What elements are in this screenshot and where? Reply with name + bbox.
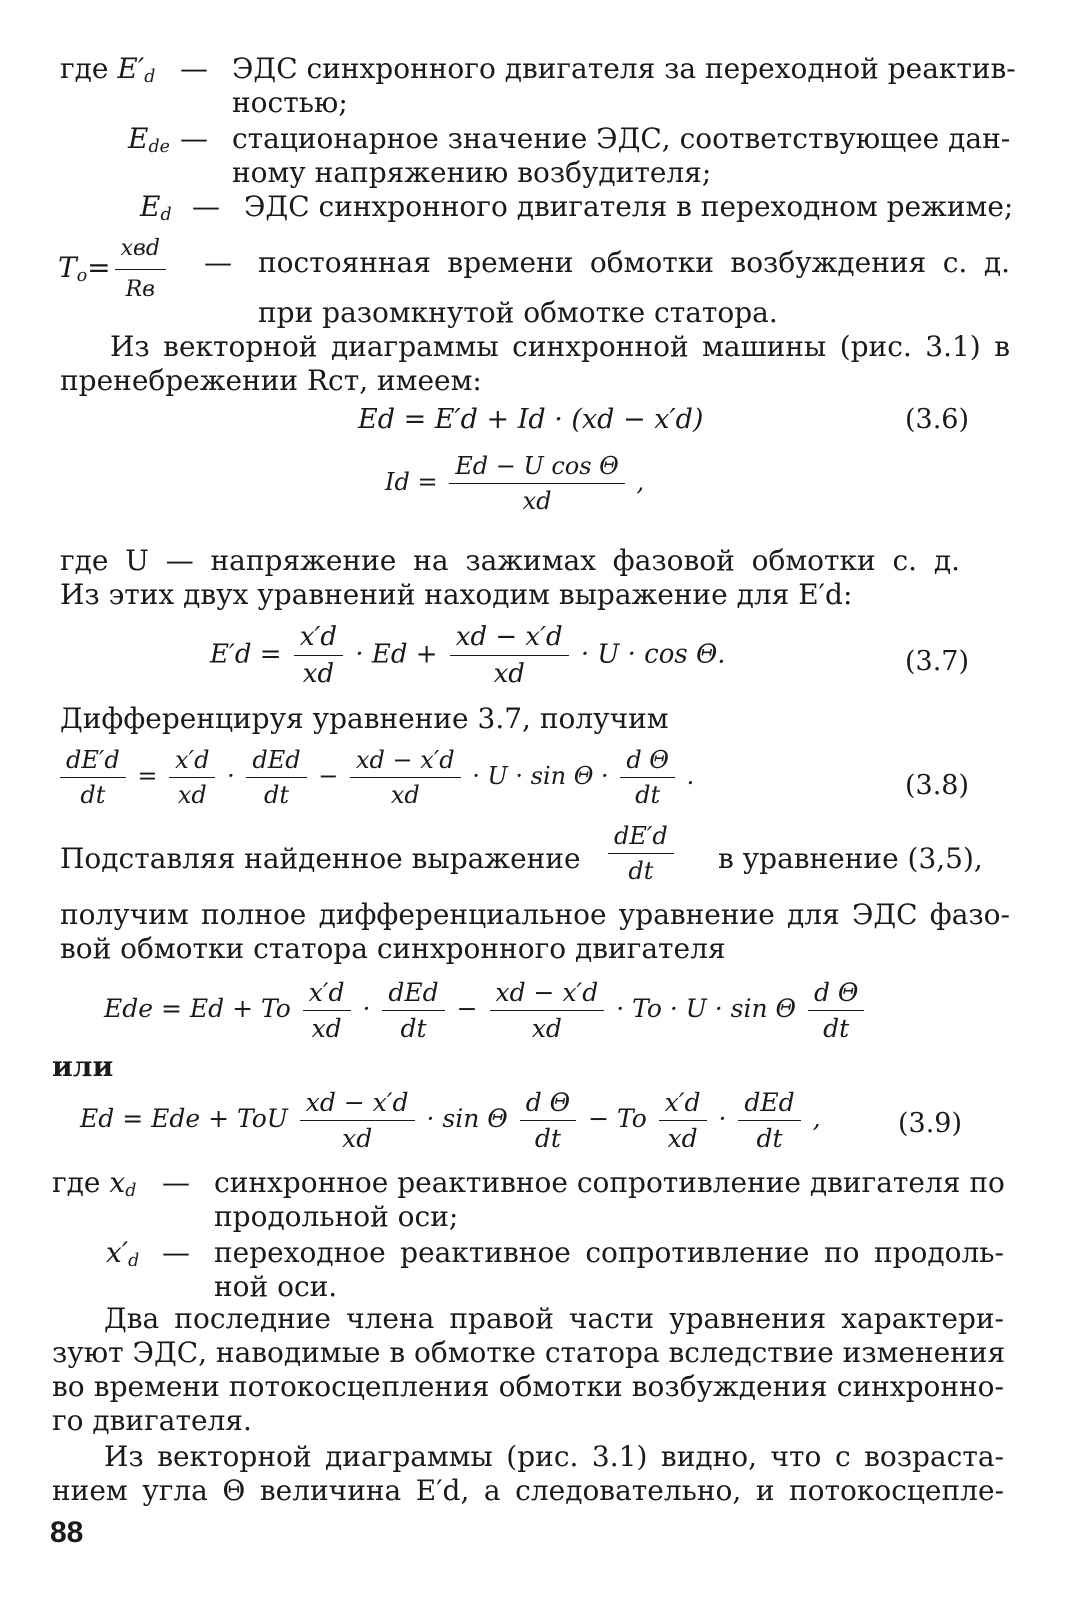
paragraph-1-line-1: Из векторной диаграммы синхронной машины (рис. 3.1) в [110,330,1010,363]
symbol: x′ [106,1236,129,1269]
paragraph-5-line-3: во времени потокосцепления обмотки возбуждения синхронно- [52,1370,1004,1403]
symbol: T [58,251,77,284]
paragraph-2-line-1: где U — напряжение на зажимах фазовой обмотки с. д. [60,544,960,577]
fraction: $\frac{x'd}{xd}$ [294,622,343,689]
symbol: x [109,1166,126,1199]
paragraph-4-line-3: вой обмотки статора синхронного двигателя [60,932,726,965]
or-word: или [52,1050,114,1083]
equation-ede: Ede = Ed + To $\frac{x'd}{xd}$ · $\frac{\text{dEd}}{dt}$ − $\frac{xd - x'd}{xd}$ · To · U · sin Θ $\frac{\text{d Θ}}{dt}$ [104,978,868,1043]
paragraph-4-line-2: получим полное дифференциальное уравнение для ЭДС фазо- [60,898,1010,931]
definition-text: постоянная времени обмотки возбуждения с. д. [258,246,1010,279]
paragraph-6-line-1: Из векторной диаграммы (рис. 3.1) видно, что с возраста- [104,1440,1004,1473]
equation-number: (3.8) [905,770,970,801]
intro-word: где [52,1166,101,1199]
to-fraction: $\frac{\text{xвd}}{Rв}$ [115,232,166,307]
equation-3-7: E′d = $\frac{x'd}{xd}$ · Ed + $\frac{xd - x'd}{xd}$ · U · cos Θ. [210,622,726,689]
equation-number: (3.6) [905,404,970,435]
definition-text: ЭДС синхронного двигателя в переходном режиме; [244,190,1014,223]
dash: — [204,246,232,279]
symbol-sub: de [148,137,170,158]
definition-text: синхронное реактивное сопротивление двигателя по [214,1166,1005,1199]
symbol-sub: d [160,205,172,226]
fraction: $\frac{\text{d Θ}}{dt}$ [520,1088,576,1153]
equation-3-6: Ed = E′d + Id · (xd − x′d) [358,404,704,435]
intro-word: где [60,52,109,85]
fraction: $\frac{\text{d Θ}}{dt}$ [620,746,675,809]
paragraph-5-line-4: го двигателя. [52,1404,252,1437]
definition-text: продольной оси; [214,1200,459,1233]
definition-text: при разомкнутой обмотке статора. [258,296,778,329]
symbol-sub: o [76,266,88,287]
fraction: $\frac{xd - x'd}{xd}$ [300,1088,415,1153]
paragraph-4-right: в уравнение (3,5), [718,842,983,875]
paragraph-5-line-2: зуют ЭДС, наводимые в обмотке статора вследствие изменения [52,1336,1006,1369]
dash: — [180,122,208,155]
equation-number: (3.9) [898,1108,963,1139]
paragraph-4-left: Подставляя найденное выражение [60,842,581,875]
symbol-sub: d [144,67,156,88]
symbol-sub: d [125,1181,137,1202]
dash: — [162,1166,190,1199]
dash: — [192,190,220,223]
definition-text: переходное реактивное сопротивление по продоль- [214,1236,1004,1269]
paragraph-3: Дифференцируя уравнение 3.7, получим [60,702,669,735]
fraction: $\frac{xd - x'd}{xd}$ [490,978,605,1043]
equation-3-9: Ed = Ede + ToU $\frac{xd - x'd}{xd}$ · sin Θ $\frac{\text{d Θ}}{dt}$ − To $\frac{x'd}{xd}$ · $\frac{\text{dEd}}{dt}$ , [80,1088,821,1153]
fraction: $\frac{xd - x'd}{xd}$ [450,622,569,689]
symbol: E′ [117,52,145,85]
dash: — [162,1236,190,1269]
fraction: $\frac{x'd}{xd}$ [303,978,351,1043]
definition-to: To= $\frac{\text{xвd}}{Rв}$ [58,232,170,307]
definition-text: ЭДС синхронного двигателя за переходной реактив- [232,52,1016,85]
fraction: $\frac{x'd}{xd}$ [659,1088,707,1153]
fraction: $\frac{xd - x'd}{xd}$ [350,746,461,809]
definition-text: ной оси. [214,1270,338,1303]
fraction: $\frac{\text{Ed − U cos Θ}}{xd}$ [449,452,625,515]
fraction: $\frac{dE'd}{dt}$ [60,746,126,809]
fraction: $\frac{\text{dEd}}{dt}$ [382,978,444,1043]
page-number: 88 [50,1516,84,1549]
paragraph-1-line-2: пренебрежении Rст, имеем: [60,364,482,397]
definition-xd-prime [106,1236,139,1274]
fraction: $\frac{\text{d Θ}}{dt}$ [808,978,864,1043]
definition-ed [140,190,172,228]
dash: — [180,52,208,85]
paragraph-6-line-2: нием угла Θ величина E′d, а следовательно, и потокосцепле- [52,1474,1004,1507]
definition-ede [128,122,170,160]
definition-text: стационарное значение ЭДС, соответствующее дан- [232,122,1011,155]
definition-text: ностью; [232,86,348,119]
symbol-sub: d [128,1251,140,1272]
paragraph-2-line-2: Из этих двух уравнений находим выражение для E′d: [60,578,853,611]
definition-ed-prime [60,52,155,90]
definition-text: ному напряжению возбудителя; [232,156,712,189]
symbol: E [128,122,149,155]
inline-fraction: $\frac{dE'd}{dt}$ [604,822,678,885]
equation-number: (3.7) [905,646,970,677]
fraction: $\frac{x'd}{xd}$ [169,746,215,809]
equation-3-8: $\frac{dE'd}{dt}$ = $\frac{x'd}{xd}$ · $\frac{\text{dEd}}{dt}$ − $\frac{xd - x'd}{xd}$ · U · sin Θ · $\frac{\text{d Θ}}{dt}$ . [56,746,694,809]
equation-id: Id = $\frac{\text{Ed − U cos Θ}}{xd}$ , [385,452,645,515]
symbol: E [140,190,161,223]
paragraph-5-line-1: Два последние члена правой части уравнения характери- [104,1302,1004,1335]
fraction: $\frac{\text{dEd}}{dt}$ [738,1088,800,1153]
definition-xd [52,1166,136,1204]
fraction: $\frac{\text{dEd}}{dt}$ [246,746,306,809]
